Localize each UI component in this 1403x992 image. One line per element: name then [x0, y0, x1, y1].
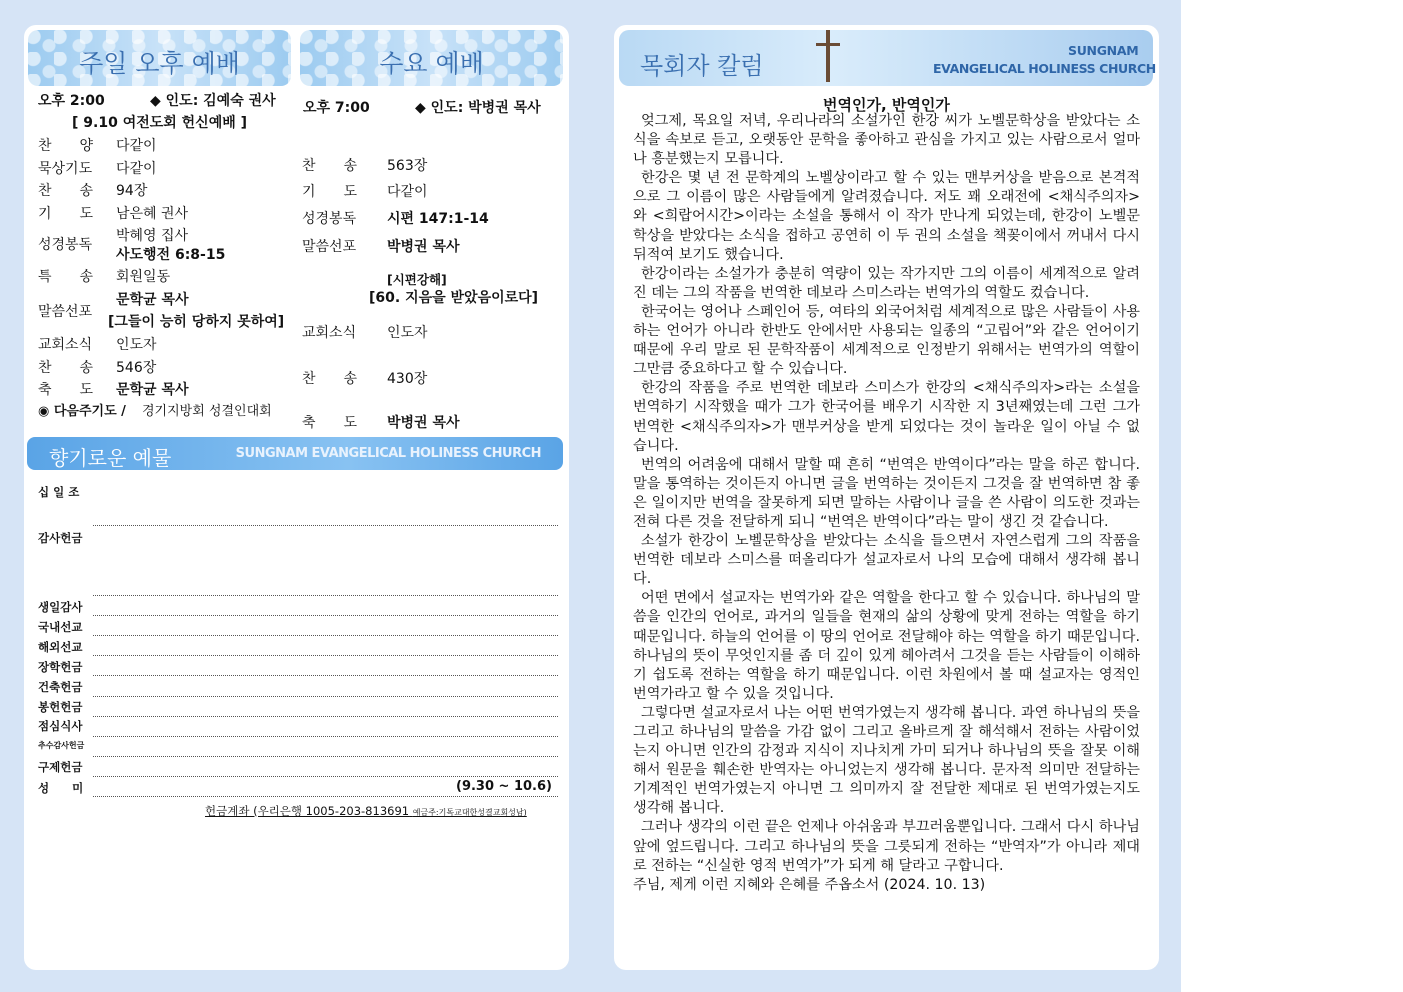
offering-label: 감사헌금: [38, 531, 83, 545]
essay-paragraph: 어떤 면에서 설교자는 번역가와 같은 역할을 한다고 할 수 있습니다. 하나님의 말씀을 인간의 언어로, 과거의 일들을 현재의 삶의 상황에 맞게 전하는 역할을 하기 때문입니다. 하늘의 언어를 이 땅의 언어로 전달해야 하는 역할을 하기 때문입니다. 하나님의 뜻이 무엇인지를 좀 더 깊이 있게 헤아려서 그것을 듣는 사람들이 이해하기 쉽도록 전하는 역할을 하기 때문입니다. 이런 차원에서 볼 때 설교자는 영적인 번역가라고 할 수 있을 것입니다.: [633, 590, 1140, 702]
sunday-scripture: 사도행전 6:8-15: [116, 247, 226, 263]
sunday-item-value: 문학균 목사: [116, 382, 189, 398]
church-name-line1: SUNGNAM: [1068, 43, 1139, 58]
sunday-time: 오후 2:00: [38, 93, 105, 109]
offering-line: [93, 716, 558, 717]
essay-closing: 주님, 제게 이런 지혜와 은혜를 주옵소서 (2024. 10. 13): [633, 876, 986, 893]
account-holder: 예금주:기독교대한성결교회성남): [412, 808, 527, 817]
offering-line: [93, 655, 558, 656]
account-info: [205, 803, 527, 819]
sunday-item-label: 기 도: [38, 206, 94, 222]
offering-label: 생일감사: [38, 600, 83, 614]
sunday-item-value: 다같이: [116, 161, 157, 177]
sunday-item-label: 찬 양: [38, 138, 94, 154]
sunday-item-value: 인도자: [116, 337, 157, 353]
sunday-service-header: [28, 30, 291, 86]
wednesday-item-value: 박병권 목사: [387, 415, 460, 431]
church-name-line2: EVANGELICAL HOLINESS CHURCH: [933, 61, 1156, 76]
wednesday-item-label: 기 도: [302, 184, 358, 200]
wednesday-scripture: 시편 147:1-14: [387, 211, 489, 227]
offering-period: (9.30 ~ 10.6): [456, 779, 552, 794]
offering-line: [93, 615, 558, 616]
sunday-special: [ 9.10 여전도회 헌신예배 ]: [72, 115, 248, 131]
offering-line: [93, 595, 558, 596]
essay-paragraph: 한국어는 영어나 스페인어 등, 여타의 외국어처럼 세계적으로 많은 사람들이 사용하는 언어가 아니라 한반도 안에서만 사용되는 일종의 “고립어”와 같은 언어이기 때문에 우리 말로 된 문학작품이 세계적으로 인정받기 위해서는 번역가의 역할이 그만큼 중요하다고 할 수 있습니다.: [633, 303, 1140, 378]
essay-paragraph: 한강은 몇 년 전 문학계의 노벨상이라고 할 수 있는 맨부커상을 받음으로 본격적으로 그 이름이 많은 사람들에게 알려졌습니다. 저도 꽤 오래전에 <채식주의자>와 <희랍어시간>이라는 소설을 통해서 이 작가 만나게 되었는데, 한강이 노벨문학상을 받았다는 소식을 접하고 공연히 이 두 권의 소설을 책꽂이에서 꺼내서 다시 뒤적여 보기도 했습니다.: [633, 170, 1140, 263]
wednesday-item-label: 찬 송: [302, 371, 358, 387]
offering-line: [93, 696, 558, 697]
sermon-series: [시편강해]: [387, 272, 447, 287]
sunday-item-value: 94장: [116, 183, 148, 199]
wednesday-preacher: 박병권 목사: [387, 239, 460, 255]
column-title: 목회자 칼럼: [640, 52, 764, 80]
left-panel: [24, 25, 569, 970]
essay-paragraph: 소설가 한강이 노벨문학상을 받았다는 소식을 들으면서 자연스럽게 그의 작품을 번역한 데보라 스미스를 떠올리다가 설교자로서 나의 모습에 대해서 생각해 봅니다.: [633, 533, 1140, 588]
sunday-preacher: 문학균 목사: [116, 292, 189, 308]
offering-label: 성 미: [38, 781, 84, 795]
wednesday-item-label: 교회소식: [302, 325, 357, 341]
sunday-item-label: 찬 송: [38, 183, 94, 199]
account-number: 헌금계좌 (우리은행 1005-203-813691: [205, 804, 410, 818]
essay-title: 번역인가, 반역인가: [823, 96, 950, 114]
offering-header: [27, 437, 563, 470]
essay-paragraph: 한강이라는 소설가가 충분히 역량이 있는 작가지만 그의 이름이 세계적으로 알려진 데는 그의 작품을 번역한 데보라 스미스라는 번역가의 역할도 컸습니다.: [633, 265, 1140, 301]
wednesday-time: 오후 7:00: [303, 100, 370, 116]
sunday-item-label: 특 송: [38, 269, 94, 285]
sunday-item-label: 축 도: [38, 382, 94, 398]
offering-label: 추수감사헌금: [38, 741, 85, 750]
sunday-item-value: 546장: [116, 360, 157, 376]
wednesday-item-label: 축 도: [302, 415, 358, 431]
wednesday-item-label: 성경봉독: [302, 211, 357, 227]
essay-paragraph: 엊그제, 목요일 저녁, 우리나라의 소설가인 한강 씨가 노벨문학상을 받았다는 소식을 속보로 듣고, 오랫동안 문학을 좋아하고 관심을 가지고 있는 사람으로서 얼마나 흥분했는지 모릅니다.: [633, 113, 1140, 168]
offering-label: 봉헌헌금: [38, 700, 83, 714]
wednesday-item-value: 인도자: [387, 325, 428, 341]
sunday-item-label: 말씀선포: [38, 304, 93, 320]
sunday-sermon-title: [그들이 능히 당하지 못하여]: [108, 314, 285, 330]
sunday-service-title: 주일 오후 예배: [79, 49, 240, 78]
essay-body: [633, 112, 1140, 895]
offering-line: [93, 635, 558, 636]
sunday-item-label: 찬 송: [38, 360, 94, 376]
offering-line: [93, 796, 558, 797]
wednesday-item-value: 다같이: [387, 184, 428, 200]
sunday-item-value: 회원일동: [116, 269, 171, 285]
next-prayer-value: 경기지방회 성결인대회: [142, 404, 272, 419]
offering-label: 십 일 조: [38, 485, 80, 499]
sunday-item-label: 성경봉독: [38, 237, 93, 253]
offering-church-name: SUNGNAM EVANGELICAL HOLINESS CHURCH: [235, 446, 541, 461]
essay-paragraph: 그러나 생각의 이런 끝은 언제나 아쉬움과 부끄러움뿐입니다. 그래서 다시 하나님 앞에 엎드립니다. 그리고 하나님의 뜻을 그릇되게 전하는 “반역자”가 아니라 제대로 전하는 “신실한 영적 번역가”가 되게 해 달라고 구합니다.: [633, 819, 1140, 874]
offering-label: 구제헌금: [38, 760, 83, 774]
sunday-leader: ◆ 인도: 김예숙 권사: [150, 93, 276, 109]
offering-line: [93, 736, 558, 737]
sunday-item-value: 다같이: [116, 138, 157, 154]
wednesday-leader: ◆ 인도: 박병권 목사: [415, 100, 541, 116]
offering-line: [93, 776, 558, 777]
sunday-item-value: 남은혜 권사: [116, 206, 189, 222]
offering-label: 해외선교: [38, 640, 83, 654]
sunday-item-value: 박혜영 집사: [116, 228, 189, 244]
wednesday-service-title: 수요 예배: [379, 49, 484, 78]
sunday-item-label: 묵상기도: [38, 161, 93, 177]
offering-line: [93, 525, 558, 526]
offering-label: 점심식사: [38, 719, 83, 733]
sunday-item-label: 교회소식: [38, 337, 93, 353]
next-prayer-label: ◉ 다음주기도 /: [38, 404, 126, 419]
offering-label: 건축헌금: [38, 680, 83, 694]
wednesday-service-header: [300, 30, 563, 86]
wednesday-item-value: 563장: [387, 158, 428, 174]
offering-title: 향기로운 예물: [49, 446, 172, 470]
offering-label: 국내선교: [38, 620, 83, 634]
offering-label: 장학헌금: [38, 660, 83, 674]
essay-paragraph: 번역의 어려움에 대해서 말할 때 흔히 “번역은 반역이다”라는 말을 하곤 합니다. 말을 통역하는 것이든지 아니면 글을 번역하는 것이든지 그것을 잘 번역하면 참 좋은 일이지만 번역을 잘못하게 되면 말하는 사람이나 글을 쓴 사람이 의도한 것과는 전혀 다른 것을 전달하게 되니 “번역은 반역이다”라는 말이 생긴 것 같습니다.: [633, 456, 1140, 530]
wednesday-sermon-title: [60. 지음을 받았음이로다]: [369, 290, 539, 306]
essay-paragraph: 한강의 작품을 주로 번역한 데보라 스미스가 한강의 <채식주의자>라는 소설을 번역하기 시작했을 때가 그가 한국어를 배우기 시작한 지 3년째였는데 그런 그가 번역한 <채식주의자>가 맨부커상을 받게 되었다는 것이 놀라운 일이 아닐 수 없습니다.: [633, 380, 1140, 454]
wednesday-item-label: 찬 송: [302, 158, 358, 174]
cross-icon: [826, 30, 830, 82]
offering-line: [93, 756, 558, 757]
cross-icon-bar: [816, 43, 840, 46]
offering-line: [93, 675, 558, 676]
wednesday-item-label: 말씀선포: [302, 239, 357, 255]
essay-paragraph: 그렇다면 설교자로서 나는 어떤 번역가였는지 생각해 봅니다. 과연 하나님의 뜻을 그리고 하나님의 말씀을 가감 없이 그리고 올바르게 잘 해석해서 전하는 사람이었는지 아니면 인간의 감정과 지식이 지나치게 가미 되거나 하나님의 뜻을 잘못 이해해서 원문을 훼손한 반역자는 아니었는지 생각해 봅니다. 문자적 의미만 전달하는 기계적인 번역가였는지 아니면 그 의미까지 잘 전달한 제대로 된 번역가였는지도 생각해 봅니다.: [633, 704, 1140, 817]
wednesday-item-value: 430장: [387, 371, 428, 387]
